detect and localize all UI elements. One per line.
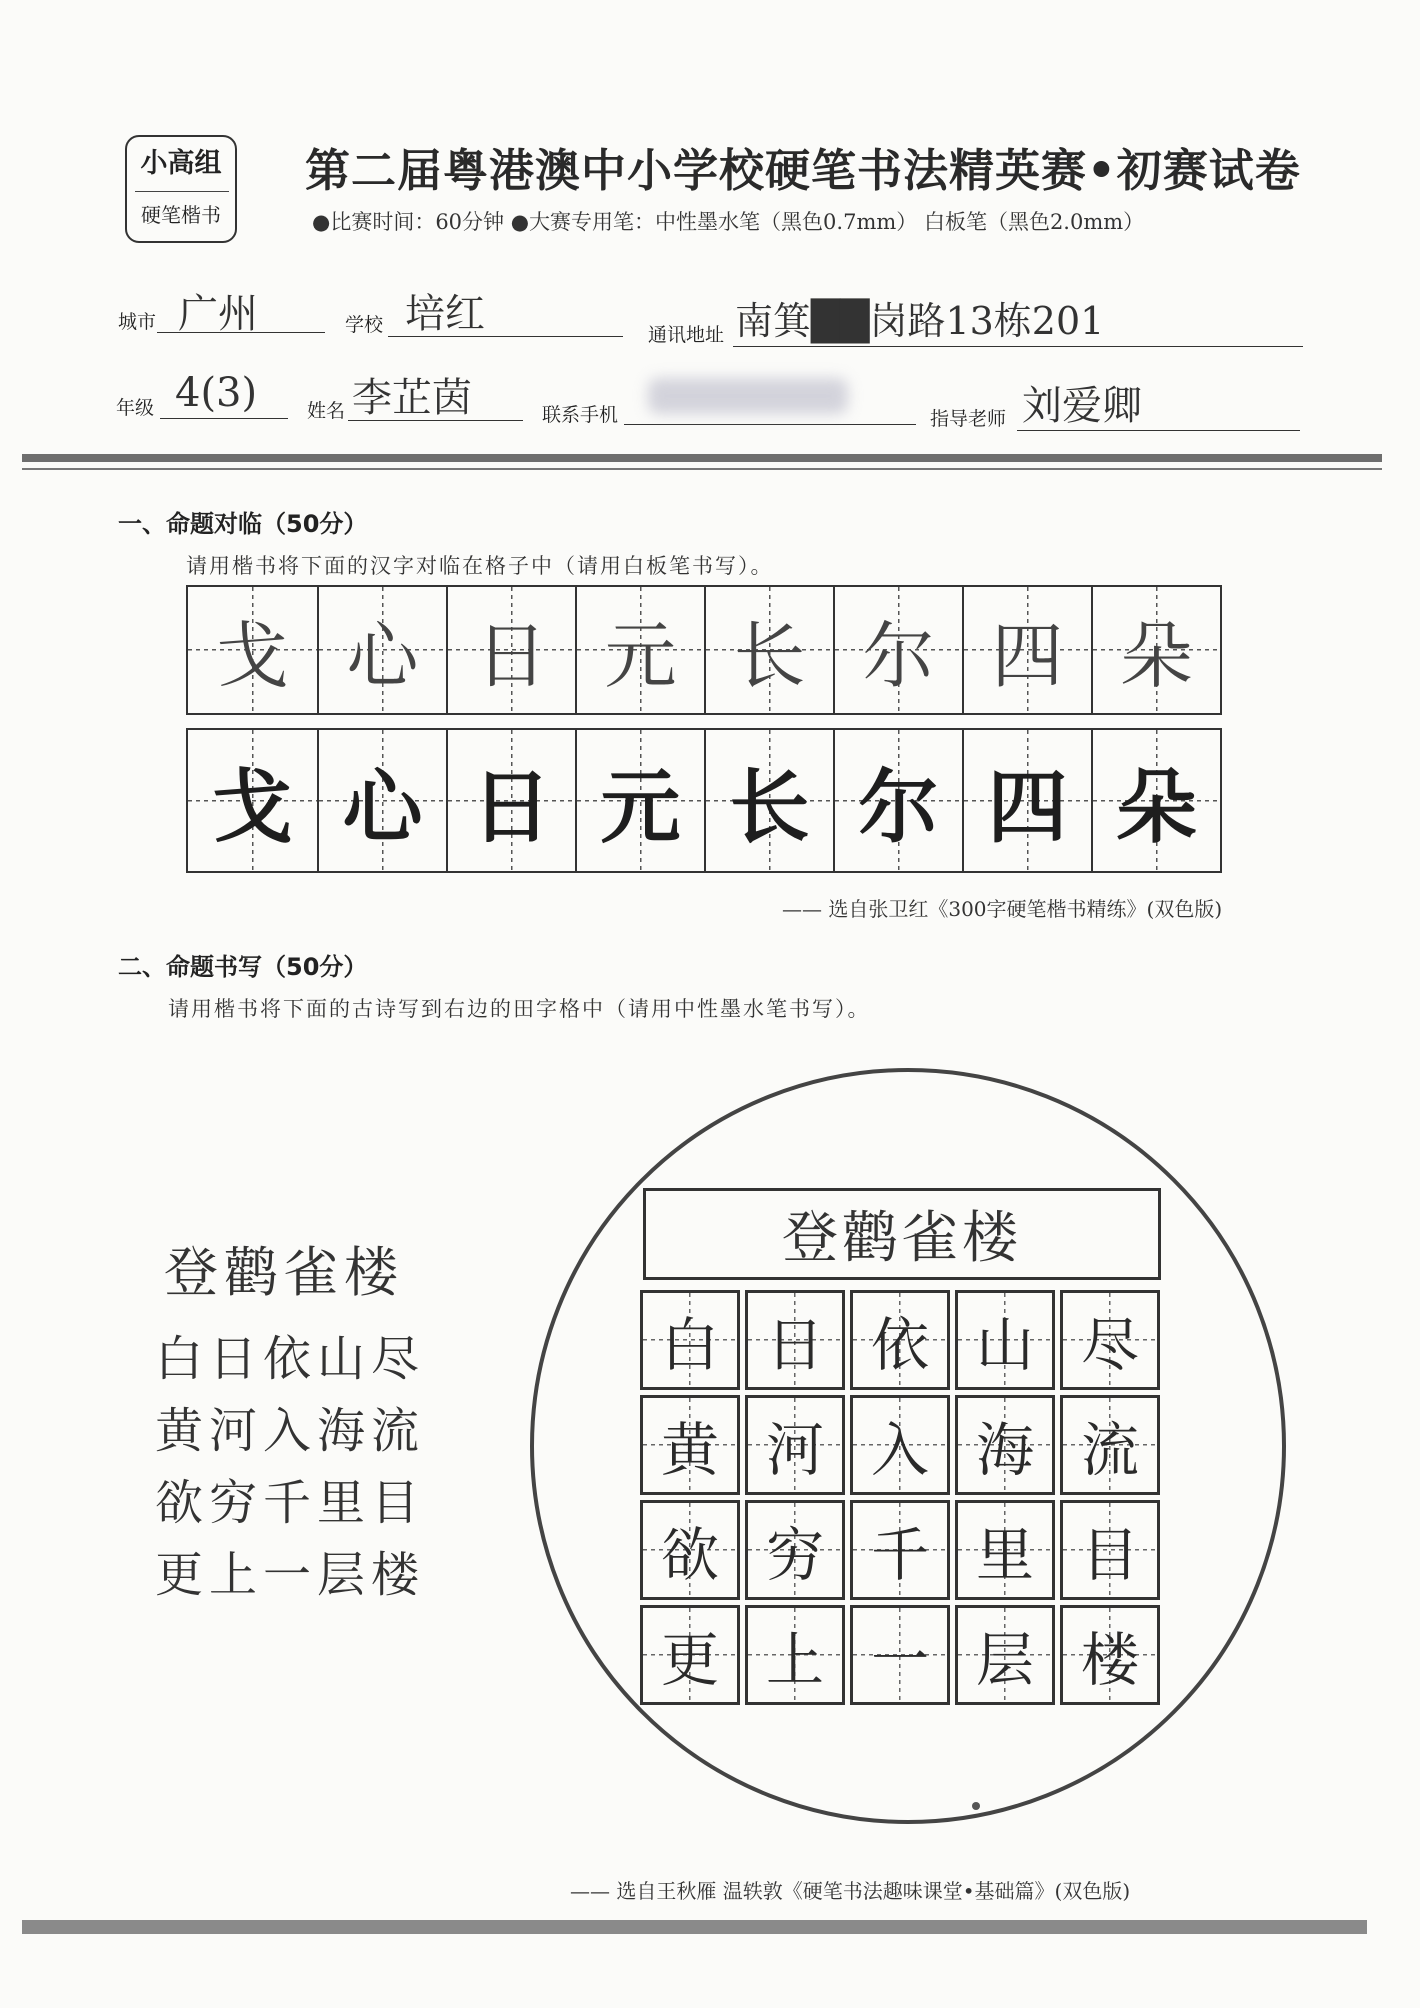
poem-grid-cell[interactable]: 层 — [955, 1605, 1055, 1705]
grid-character: 元 — [600, 760, 681, 854]
grid-character: 四 — [991, 614, 1064, 698]
section1-title: 一、命题对临（50分） — [118, 510, 368, 538]
city-label: 城市 — [118, 311, 157, 333]
grid-character: 戈 — [212, 760, 293, 854]
grid-character: 戈 — [216, 614, 289, 698]
name-value[interactable]: 李芷茵 — [352, 375, 472, 421]
exam-title: 第二届粤港澳中小学校硬笔书法精英赛•初赛试卷 — [305, 144, 1301, 197]
grid-cell — [188, 587, 317, 713]
poem-grid-cell[interactable]: 穷 — [745, 1500, 845, 1600]
poem-line: 欲穷千里目 — [155, 1475, 426, 1531]
group-badge — [125, 135, 237, 243]
grid-cell[interactable] — [575, 730, 704, 871]
poem-grid-cell[interactable]: 入 — [850, 1395, 950, 1495]
poem-grid-cell[interactable]: 山 — [955, 1290, 1055, 1390]
grid-cell — [446, 587, 575, 713]
grid-character: 日 — [475, 614, 548, 698]
grid-character: 心 — [346, 614, 419, 698]
grid-character: 日 — [471, 760, 552, 854]
grid-cell — [1091, 587, 1220, 713]
grade-value[interactable]: 4(3) — [175, 370, 258, 416]
written-title: 登鹳雀楼 — [782, 1206, 1022, 1271]
grid-cell[interactable] — [833, 730, 962, 871]
model-character-grid — [186, 585, 1222, 715]
header-divider — [22, 454, 1382, 462]
poem-grid-cell[interactable]: 更 — [640, 1605, 740, 1705]
name-label: 姓名 — [307, 400, 346, 422]
grid-character: 心 — [342, 760, 423, 854]
grid-cell[interactable] — [704, 730, 833, 871]
poem-grid-cell[interactable]: 日 — [745, 1290, 845, 1390]
grid-character: 四 — [987, 760, 1068, 854]
section1-source: —— 选自张卫红《300字硬笔楷书精练》(双色版) — [782, 897, 1223, 921]
poem-line: 白日依山尽 — [155, 1331, 426, 1387]
phone-redacted[interactable] — [648, 378, 848, 414]
grid-cell[interactable] — [317, 730, 446, 871]
poem-title: 登鹳雀楼 — [164, 1241, 404, 1304]
grid-cell[interactable] — [188, 730, 317, 871]
grid-cell[interactable] — [962, 730, 1091, 871]
grid-cell — [704, 587, 833, 713]
poem-grid-cell[interactable]: 依 — [850, 1290, 950, 1390]
school-label: 学校 — [345, 314, 384, 336]
grid-character: 尔 — [862, 614, 935, 698]
teacher-value[interactable]: 刘爱卿 — [1022, 383, 1142, 429]
poem-lines — [155, 1320, 425, 1608]
city-value[interactable]: 广州 — [178, 291, 258, 337]
grid-character: 元 — [604, 614, 677, 698]
poem-grid-cell[interactable]: 流 — [1060, 1395, 1160, 1495]
poem-grid-cell[interactable]: 尽 — [1060, 1290, 1160, 1390]
grid-character: 朵 — [1120, 614, 1193, 698]
teacher-label: 指导老师 — [930, 408, 1007, 430]
written-character-grid[interactable] — [186, 728, 1222, 873]
poem-grid-cell[interactable]: 白 — [640, 1290, 740, 1390]
poem-grid-cell[interactable]: 黄 — [640, 1395, 740, 1495]
grade-label: 年级 — [116, 397, 155, 419]
poem-grid-cell[interactable]: 目 — [1060, 1500, 1160, 1600]
poem-line: 黄河入海流 — [155, 1403, 426, 1459]
section2-instruction: 请用楷书将下面的古诗写到右边的田字格中（请用中性墨水笔书写）。 — [168, 997, 871, 1021]
poem-writing-grid[interactable] — [640, 1290, 1160, 1705]
poem-grid-cell[interactable]: 欲 — [640, 1500, 740, 1600]
section2-source: —— 选自王秋雁 温轶敦《硬笔书法趣味课堂•基础篇》(双色版) — [570, 1879, 1131, 1903]
paper-mark — [972, 1802, 980, 1810]
exam-info: ●比赛时间：60分钟 ●大赛专用笔：中性墨水笔（黑色0.7mm） 白板笔（黑色2.0mm） — [312, 210, 1145, 234]
badge-category-label: 硬笔楷书 — [141, 203, 221, 227]
section1-instruction: 请用楷书将下面的汉字对临在格子中（请用白板笔书写）。 — [186, 554, 774, 578]
poem-grid-cell[interactable]: 一 — [850, 1605, 950, 1705]
poem-line: 更上一层楼 — [155, 1547, 426, 1603]
grade-underline — [160, 418, 288, 419]
school-value[interactable]: 培红 — [405, 291, 485, 337]
address-underline — [733, 346, 1303, 347]
grid-cell — [575, 587, 704, 713]
grid-character: 长 — [733, 614, 806, 698]
grid-cell — [833, 587, 962, 713]
grid-cell[interactable] — [1091, 730, 1220, 871]
written-title-box[interactable] — [643, 1188, 1161, 1280]
poem-grid-cell[interactable]: 河 — [745, 1395, 845, 1495]
address-label: 通讯地址 — [648, 324, 725, 346]
address-value[interactable]: 南箕██岗路13栋201 — [735, 299, 1105, 343]
poem-grid-cell[interactable]: 里 — [955, 1500, 1055, 1600]
footer-bar — [22, 1920, 1367, 1934]
badge-divider — [135, 191, 229, 192]
poem-grid-cell[interactable]: 千 — [850, 1500, 950, 1600]
poem-grid-cell[interactable]: 海 — [955, 1395, 1055, 1495]
badge-group-label: 小高组 — [140, 148, 222, 179]
grid-character: 尔 — [858, 760, 939, 854]
section2-title: 二、命题书写（50分） — [118, 953, 368, 981]
grid-character: 长 — [729, 760, 810, 854]
grid-character: 朵 — [1116, 760, 1197, 854]
phone-underline — [624, 424, 916, 425]
poem-grid-cell[interactable]: 上 — [745, 1605, 845, 1705]
grid-cell — [317, 587, 446, 713]
phone-label: 联系手机 — [542, 404, 619, 426]
poem-grid-cell[interactable]: 楼 — [1060, 1605, 1160, 1705]
header-divider-thin — [22, 468, 1382, 470]
grid-cell — [962, 587, 1091, 713]
grid-cell[interactable] — [446, 730, 575, 871]
